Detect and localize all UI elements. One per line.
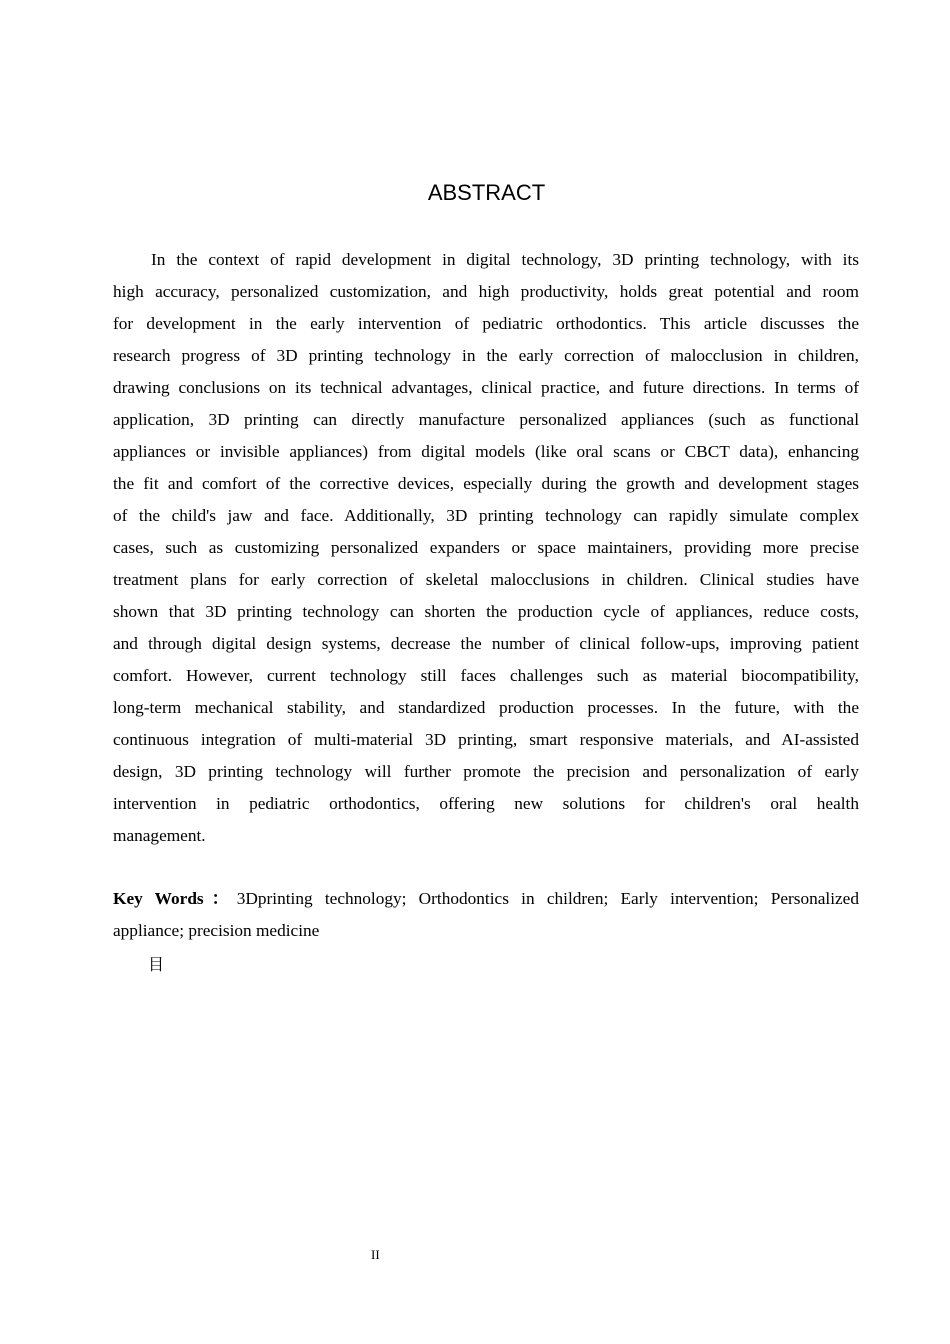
abstract-title: ABSTRACT — [427, 180, 546, 205]
abstract-line: application, 3D printing can directly manufacture personalized appliances (such as functional — [113, 410, 859, 429]
abstract-line: research progress of 3D printing technology in the early correction of malocclusion in children, — [113, 346, 859, 365]
abstract-line: of the child's jaw and face. Additionally, 3D printing technology can rapidly simulate complex — [113, 506, 859, 525]
keywords-label: Key Words： — [113, 889, 237, 908]
abstract-line: design, 3D printing technology will further promote the precision and personalization of early — [113, 762, 859, 781]
abstract-line: treatment plans for early correction of skeletal malocclusions in children. Clinical studies have — [113, 570, 859, 589]
abstract-line: comfort. However, current technology still faces challenges such as material biocompatibility, — [113, 666, 859, 685]
abstract-line: drawing conclusions on its technical advantages, clinical practice, and future directions. In terms of — [113, 378, 859, 397]
abstract-line: and through digital design systems, decrease the number of clinical follow-ups, improving patient — [113, 634, 859, 653]
abstract-line: high accuracy, personalized customization, and high productivity, holds great potential and room — [113, 282, 859, 301]
keywords — [113, 885, 859, 949]
abstract-line: long-term mechanical stability, and standardized production processes. In the future, with the — [113, 698, 859, 717]
abstract-line: In the context of rapid development in digital technology, 3D printing technology, with its — [151, 250, 859, 269]
abstract-line: cases, such as customizing personalized expanders or space maintainers, providing more precise — [113, 538, 859, 557]
abstract-line: intervention in pediatric orthodontics, offering new solutions for children's oral health — [113, 794, 859, 813]
abstract-line: the fit and comfort of the corrective devices, especially during the growth and development stages — [113, 474, 859, 493]
page-number: II — [371, 1247, 380, 1262]
abstract-line: shown that 3D printing technology can shorten the production cycle of appliances, reduce costs, — [113, 602, 859, 621]
keywords-text: 3Dprinting technology; Orthodontics in children; Early intervention; Personalized — [236, 889, 859, 908]
abstract-line: appliances or invisible appliances) from digital models (like oral scans or CBCT data), enhancing — [113, 442, 859, 461]
stray-character: 目 — [148, 955, 165, 974]
abstract-line: management. — [113, 826, 206, 845]
abstract-line: continuous integration of multi-material 3D printing, smart responsive materials, and AI-assisted — [113, 730, 859, 749]
abstract-line: for development in the early intervention of pediatric orthodontics. This article discusses the — [113, 314, 859, 333]
keywords-text: appliance; precision medicine — [113, 921, 320, 940]
abstract-paragraph — [113, 246, 859, 854]
